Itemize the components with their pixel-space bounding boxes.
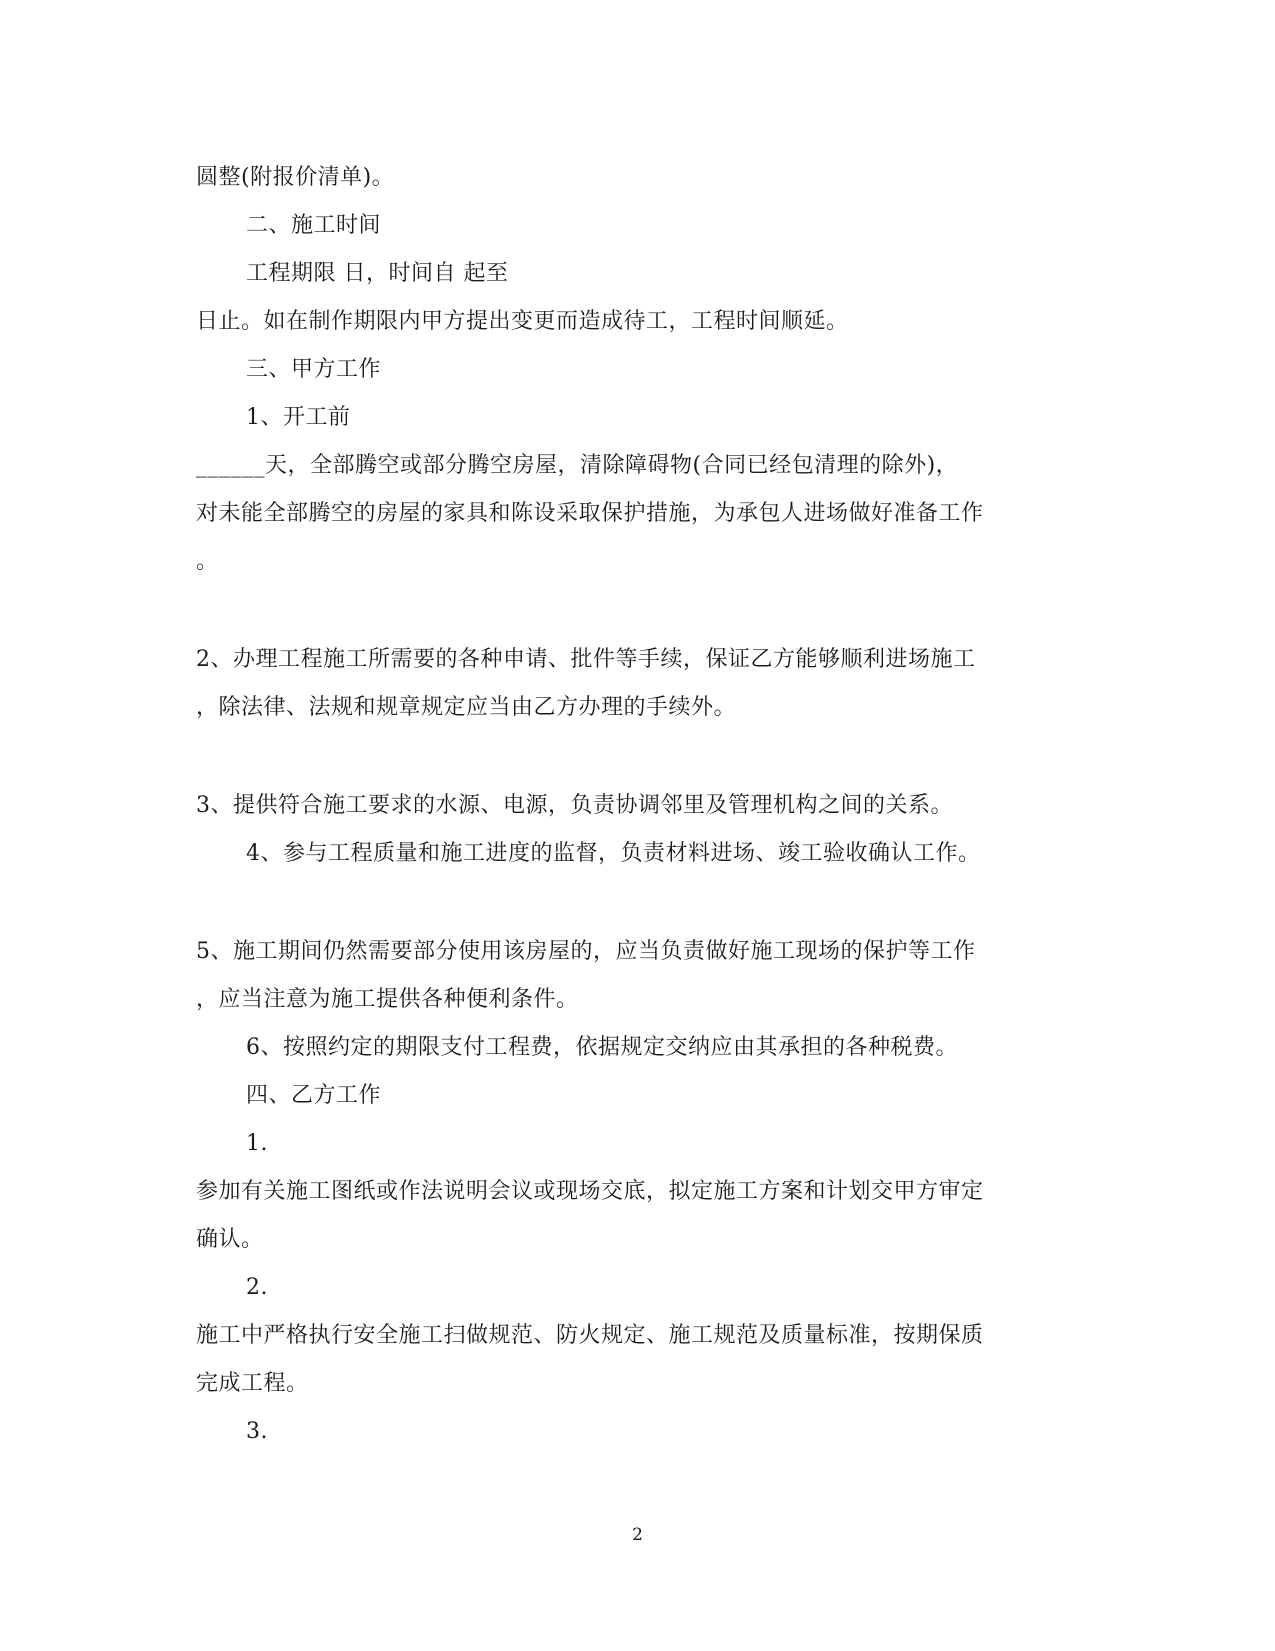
text-line: 。	[196, 549, 219, 574]
text-line: ，除法律、法规和规章规定应当由乙方办理的手续外。	[196, 695, 737, 720]
text-line: 施工中严格执行安全施工扫做规范、防火规定、施工规范及质量标准，按期保质	[196, 1323, 984, 1348]
text-line: 6、按照约定的期限支付工程费，依据规定交纳应由其承担的各种税费。	[246, 1035, 958, 1060]
list-item-number: 1.	[246, 1131, 268, 1156]
list-item-number: 3.	[246, 1419, 268, 1444]
text-line: 4、参与工程质量和施工进度的监督，负责材料进场、竣工验收确认工作。	[246, 841, 981, 866]
section-heading: 二、施工时间	[246, 213, 382, 238]
text-line: 3、提供符合施工要求的水源、电源，负责协调邻里及管理机构之间的关系。	[196, 793, 953, 818]
text-line: 工程期限 日，时间自 起至	[246, 261, 509, 286]
text-line: 确认。	[196, 1227, 264, 1252]
text-line: 5、施工期间仍然需要部分使用该房屋的，应当负责做好施工现场的保护等工作	[196, 939, 976, 964]
text-line: 2、办理工程施工所需要的各种申请、批件等手续，保证乙方能够顺利进场施工	[196, 647, 976, 672]
text-line: 日止。如在制作期限内甲方提出变更而造成待工，工程时间顺延。	[196, 309, 849, 334]
page-number: 2	[632, 1525, 643, 1545]
section-heading: 四、乙方工作	[246, 1083, 382, 1108]
list-item-number: 1、开工前	[246, 405, 351, 430]
text-line: 完成工程。	[196, 1371, 309, 1396]
section-heading: 三、甲方工作	[246, 357, 382, 382]
text-line: 对未能全部腾空的房屋的家具和陈设采取保护措施，为承包人进场做好准备工作	[196, 501, 984, 526]
text-line: 圆整(附报价清单)。	[196, 165, 395, 190]
text-line: ______天，全部腾空或部分腾空房屋，清除障碍物(合同已经包清理的除外)，	[196, 453, 959, 478]
text-line: ，应当注意为施工提供各种便利条件。	[196, 987, 579, 1012]
text-line: 参加有关施工图纸或作法说明会议或现场交底，拟定施工方案和计划交甲方审定	[196, 1179, 984, 1204]
list-item-number: 2.	[246, 1275, 268, 1300]
